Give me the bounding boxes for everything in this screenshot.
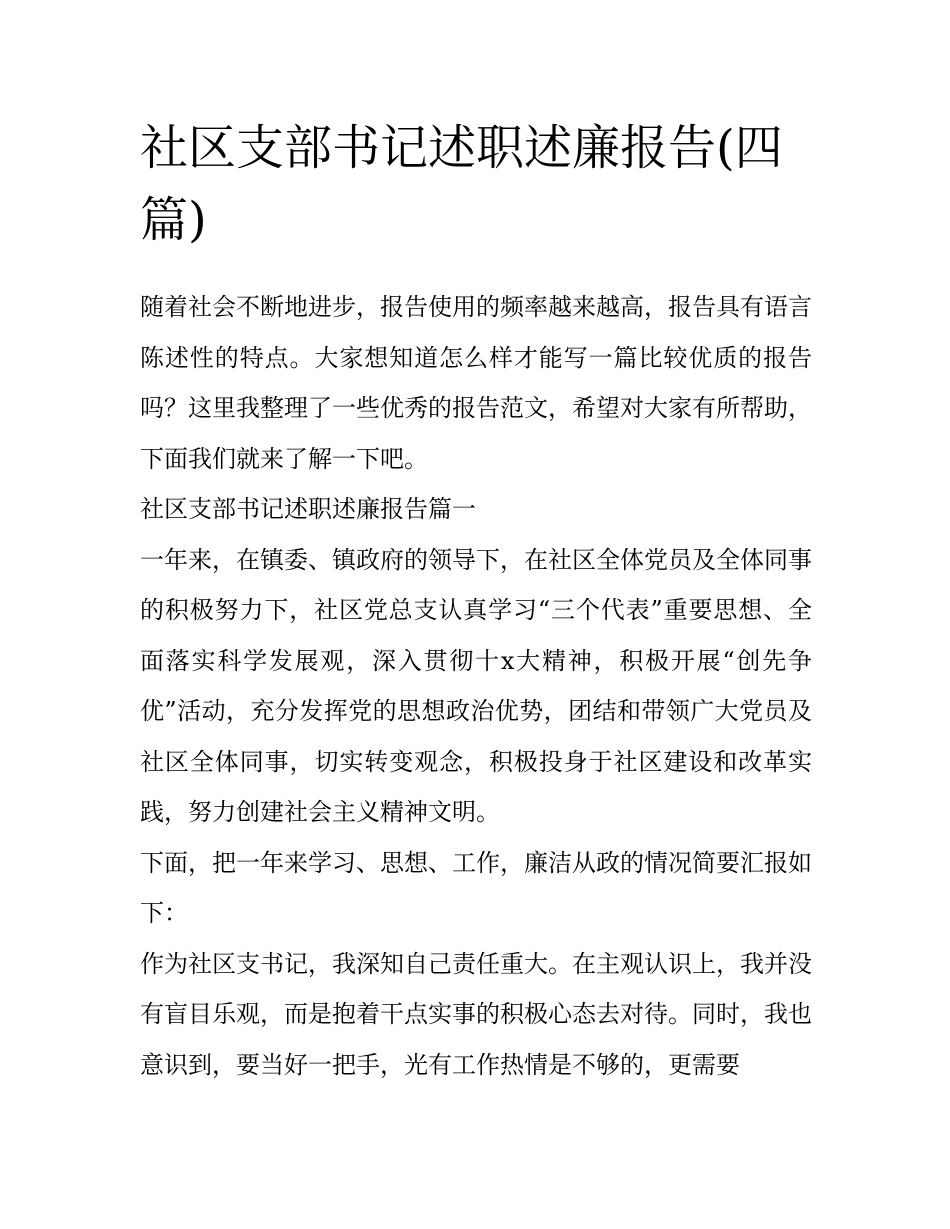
paragraph-overview: 一年来，在镇委、镇政府的领导下，在社区全体党员及全体同事的积极努力下，社区党总支认真学习“三个代表”重要思想、全面落实科学发展观，深入贯彻十x大精神，积极开展“创先争优”活动，充分发挥党的思想政治优势，团结和带领广大党员及社区全体同事，切实转变观念，积极投身于社区建设和改革实践，努力创建社会主义精神文明。 — [140, 545, 812, 826]
paragraph-responsibility: 作为社区支书记，我深知自己责任重大。在主观认识上，我并没有盲目乐观，而是抱着干点实事的积极心态去对待。同时，我也意识到，要当好一把手，光有工作热情是不够的，更需要 — [140, 949, 812, 1079]
document-title: 社区支部书记述职述廉报告(四篇) — [140, 120, 783, 248]
paragraph-intro: 随着社会不断地进步，报告使用的频率越来越高，报告具有语言陈述性的特点。大家想知道怎么样才能写一篇比较优质的报告吗？这里我整理了一些优秀的报告范文，希望对大家有所帮助，下面我们就来了解一下吧。 — [140, 293, 812, 473]
document-body — [140, 282, 812, 1090]
paragraph-report-intro: 下面，把一年来学习、思想、工作，廉洁从政的情况简要汇报如下： — [140, 848, 812, 927]
section-heading: 社区支部书记述职述廉报告篇一 — [140, 495, 476, 523]
